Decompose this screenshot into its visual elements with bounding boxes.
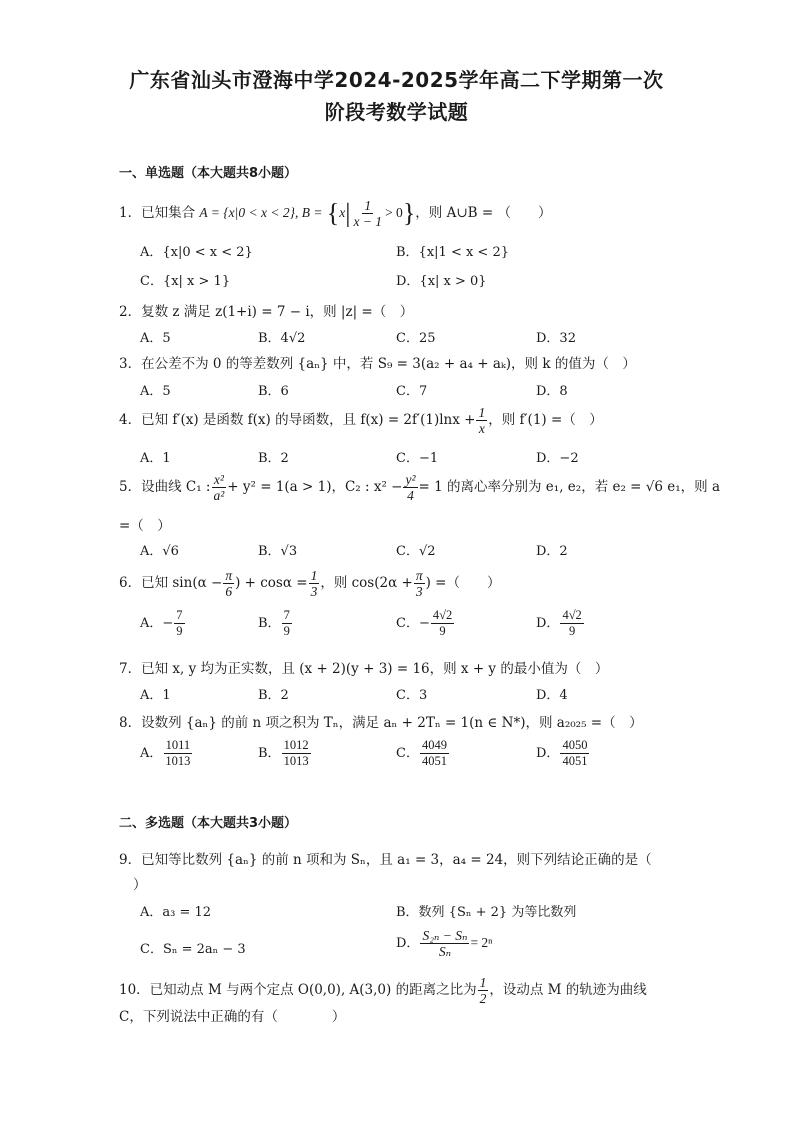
- question-9-line-2: ）: [133, 877, 147, 893]
- question-10: 10．已知动点 M 与两个定点 O(0,0), A(3,0) 的距离之比为 $\frac{1}{2}$ ，设动点 M 的轨迹为曲线: [119, 975, 647, 1006]
- q8-option-b: B． $\frac{1012}{1013}$: [258, 738, 309, 768]
- q2-option-a: A．5: [140, 331, 171, 346]
- title-line-1: 广东省汕头市澄海中学2024-2025学年高二下学期第一次: [129, 68, 664, 92]
- question-6: 6．已知 sin(α − $\frac{\pi}{6}$ ) + cosα = $\frac{1}{3}$ ，则 cos(2α + $\frac{\pi}{3}$ ) =（ ）: [119, 568, 501, 599]
- section-heading-single-choice: 一、单选题（本大题共8小题）: [119, 166, 298, 181]
- q6-option-b: B． $\frac{7}{9}$: [258, 608, 290, 638]
- q8-option-d: D． $\frac{4050}{4051}$: [536, 738, 588, 768]
- exam-title: [0, 64, 793, 128]
- q9-option-a: A．a₃ = 12: [140, 905, 212, 920]
- q8-option-a: A． $\frac{1011}{1013}$: [140, 738, 191, 768]
- q4-option-a: A．1: [140, 451, 171, 466]
- q3-option-a: A．5: [140, 384, 171, 399]
- q2-option-b: B．4√2: [258, 331, 306, 346]
- question-5-line-2: =（ ）: [119, 518, 171, 534]
- q1-option-d: D．{x| x > 0}: [396, 274, 487, 289]
- q4-option-d: D．−2: [536, 451, 579, 466]
- q9-option-c: C．Sₙ = 2aₙ − 3: [140, 942, 246, 957]
- question-1: 1．已知集合 A = {x|0 < x < 2}, B = {x| $\frac{1}{x - 1}$ > 0}，则 A∪B = （ ）: [119, 198, 552, 229]
- question-2: 2．复数 z 满足 z(1+i) = 7 − i，则 |z| =（ ）: [119, 304, 414, 320]
- q9-option-d: D． $\frac{\text{S₂ₙ − Sₙ}}{\text{Sₙ}}$ = 2ⁿ: [396, 928, 493, 959]
- q5-option-d: D．2: [536, 544, 568, 559]
- q4-option-c: C．−1: [396, 451, 439, 466]
- q1-option-b: B．{x|1 < x < 2}: [396, 245, 509, 260]
- q3-option-b: B．6: [258, 384, 289, 399]
- q7-option-c: C．3: [396, 688, 428, 703]
- q9-option-b: B．数列 {Sₙ + 2} 为等比数列: [396, 905, 577, 920]
- q5-option-a: A．√6: [140, 544, 179, 559]
- q6-option-c: C．− $\frac{4√2}{9}$: [396, 608, 453, 638]
- q2-option-d: D．32: [536, 331, 576, 346]
- question-5: 5．设曲线 C₁ : $\frac{\text{x²}}{\text{a²}}$ + y² = 1(a > 1)，C₂ : x² − $\frac{\text{y²}}{4}$ = 1 的离心率分别为 e₁, e₂，若 e₂ = √6 e₁，则 a: [119, 472, 721, 503]
- q2-option-c: C．25: [396, 331, 436, 346]
- q4-option-b: B．2: [258, 451, 289, 466]
- section-heading-multiple-choice: 二、多选题（本大题共3小题）: [119, 816, 298, 831]
- q3-option-c: C．7: [396, 384, 428, 399]
- question-3: 3．在公差不为 0 的等差数列 {aₙ} 中，若 S₉ = 3(a₂ + a₄ + aₖ)，则 k 的值为（ ）: [119, 356, 636, 372]
- question-9: 9．已知等比数列 {aₙ} 的前 n 项和为 Sₙ，且 a₁ = 3，a₄ = 24，则下列结论正确的是（: [119, 852, 652, 868]
- q3-option-d: D．8: [536, 384, 568, 399]
- q5-option-b: B．√3: [258, 544, 298, 559]
- q7-option-d: D．4: [536, 688, 568, 703]
- q8-option-c: C． $\frac{4049}{4051}$: [396, 738, 447, 768]
- title-line-2: 阶段考数学试题: [324, 100, 469, 124]
- question-7: 7．已知 x, y 均为正实数，且 (x + 2)(y + 3) = 16，则 x + y 的最小值为（ ）: [119, 661, 609, 677]
- q1-option-a: A．{x|0 < x < 2}: [140, 245, 253, 260]
- q5-option-c: C．√2: [396, 544, 436, 559]
- q7-option-a: A．1: [140, 688, 171, 703]
- q1-option-c: C．{x| x > 1}: [140, 274, 231, 289]
- question-10-line-2: C，下列说法中正确的有（ ）: [119, 1009, 346, 1025]
- q6-option-d: D． $\frac{4√2}{9}$: [536, 608, 582, 638]
- q6-option-a: A．− $\frac{7}{9}$: [140, 608, 183, 638]
- question-8: 8．设数列 {aₙ} 的前 n 项之积为 Tₙ，满足 aₙ + 2Tₙ = 1(n ∈ N*)，则 a₂₀₂₅ =（ ）: [119, 715, 643, 731]
- q7-option-b: B．2: [258, 688, 289, 703]
- question-4: 4．已知 f′(x) 是函数 f(x) 的导函数，且 f(x) = 2f′(1)lnx + $\frac{1}{x}$ ，则 f′(1) =（ ）: [119, 405, 603, 436]
